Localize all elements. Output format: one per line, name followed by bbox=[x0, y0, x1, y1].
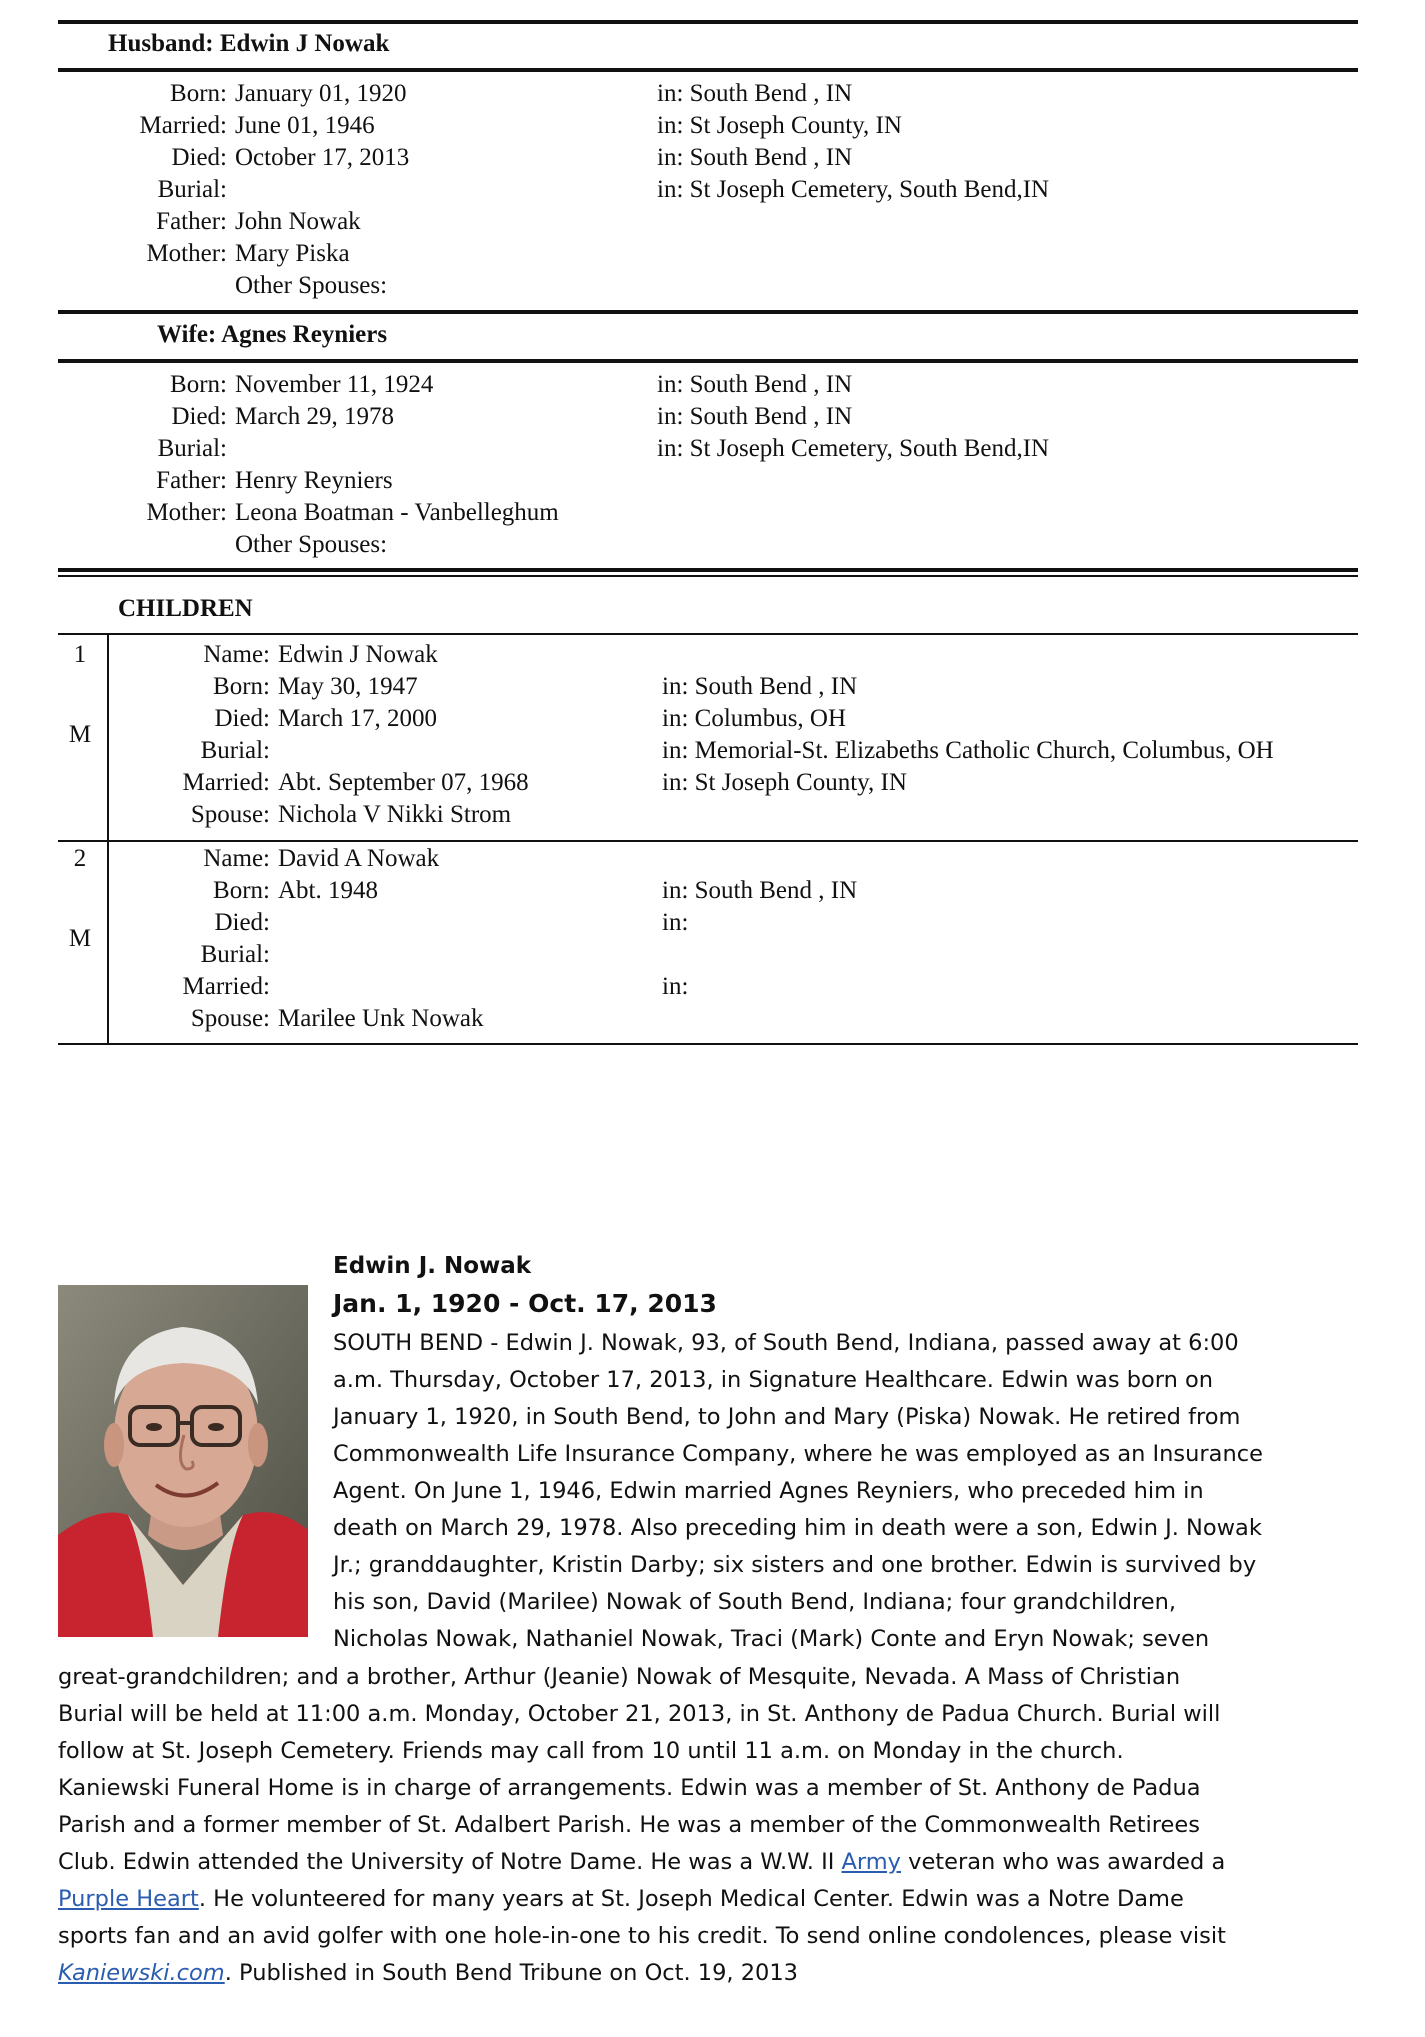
child-2-born-label: Born: bbox=[213, 877, 270, 904]
child-1-died-place: in: Columbus, OH bbox=[662, 705, 847, 732]
obituary-line: Agent. On June 1, 1946, Edwin married Agnes Reyniers, who preceded him in bbox=[333, 1478, 1204, 1504]
child-2-name-label: Name: bbox=[203, 845, 270, 872]
child-2-spouse-value: Marilee Unk Nowak bbox=[278, 1005, 484, 1032]
children-heading: CHILDREN bbox=[118, 595, 253, 622]
obituary-line-kaniewski bbox=[58, 1960, 798, 1986]
husband-other-spouses: Other Spouses: bbox=[235, 272, 388, 299]
wife-born-place: in: South Bend , IN bbox=[657, 371, 853, 398]
wife-father-value: Henry Reyniers bbox=[235, 467, 393, 494]
army-link[interactable]: Army bbox=[841, 1849, 901, 1875]
children-heading-rule bbox=[58, 633, 1358, 635]
husband-died-value: October 17, 2013 bbox=[235, 144, 410, 171]
wife-top-rule bbox=[58, 310, 1358, 314]
child-1-name-value: Edwin J Nowak bbox=[278, 641, 438, 668]
husband-married-place: in: St Joseph County, IN bbox=[657, 112, 902, 139]
wife-rule bbox=[58, 359, 1358, 363]
wife-burial-label: Burial: bbox=[157, 435, 227, 462]
child-2-married-place: in: bbox=[662, 973, 689, 1000]
child-1-married-value: Abt. September 07, 1968 bbox=[278, 769, 529, 796]
husband-heading: Husband: Edwin J Nowak bbox=[108, 30, 390, 57]
child-1-number: 1 bbox=[73, 641, 87, 668]
obituary-dates: Jan. 1, 1920 - Oct. 17, 2013 bbox=[333, 1289, 717, 1318]
child-2-sex: M bbox=[68, 925, 92, 952]
husband-burial-label: Burial: bbox=[157, 176, 227, 203]
child-2-born-value: Abt. 1948 bbox=[278, 877, 378, 904]
wife-born-label: Born: bbox=[170, 371, 227, 398]
child-1-married-place: in: St Joseph County, IN bbox=[662, 769, 907, 796]
husband-mother-label: Mother: bbox=[146, 240, 227, 267]
obituary-text: . He volunteered for many years at St. Joseph Medical Center. Edwin was a Notre Dame bbox=[198, 1886, 1184, 1912]
obituary-line: death on March 29, 1978. Also preceding him in death were a son, Edwin J. Nowak bbox=[333, 1515, 1262, 1541]
obituary-text: . Published in South Bend Tribune on Oct. 19, 2013 bbox=[224, 1960, 798, 1986]
husband-father-value: John Nowak bbox=[235, 208, 361, 235]
wife-born-value: November 11, 1924 bbox=[235, 371, 434, 398]
obituary-line: sports fan and an avid golfer with one hole-in-one to his credit. To send online condolences, please visit bbox=[58, 1923, 1226, 1949]
obituary-text: veteran who was awarded a bbox=[901, 1849, 1226, 1875]
obituary-line: Jr.; granddaughter, Kristin Darby; six sisters and one brother. Edwin is survived by bbox=[333, 1552, 1257, 1578]
obituary-line: follow at St. Joseph Cemetery. Friends may call from 10 until 11 a.m. on Monday in the church. bbox=[58, 1738, 1124, 1764]
child-2-died-place: in: bbox=[662, 909, 689, 936]
kaniewski-link[interactable]: Kaniewski.com bbox=[58, 1960, 225, 1986]
obituary-line: his son, David (Marilee) Nowak of South Bend, Indiana; four grandchildren, bbox=[333, 1589, 1177, 1615]
obituary-line-purple-heart bbox=[58, 1886, 1184, 1912]
child-2-died-label: Died: bbox=[214, 909, 270, 936]
child-1-name-label: Name: bbox=[203, 641, 270, 668]
child-2-burial-label: Burial: bbox=[200, 941, 270, 968]
obituary-line: SOUTH BEND - Edwin J. Nowak, 93, of South Bend, Indiana, passed away at 6:00 bbox=[333, 1330, 1239, 1356]
wife-other-spouses: Other Spouses: bbox=[235, 531, 388, 558]
husband-married-label: Married: bbox=[139, 112, 227, 139]
obituary-line: January 1, 1920, in South Bend, to John and Mary (Piska) Nowak. He retired from bbox=[333, 1404, 1241, 1430]
husband-died-label: Died: bbox=[171, 144, 227, 171]
child-2-number: 2 bbox=[73, 845, 87, 872]
child-1-married-label: Married: bbox=[182, 769, 270, 796]
child-1-spouse-value: Nichola V Nikki Strom bbox=[278, 801, 512, 828]
child-2-married-label: Married: bbox=[182, 973, 270, 1000]
child-1-born-place: in: South Bend , IN bbox=[662, 673, 858, 700]
wife-died-place: in: South Bend , IN bbox=[657, 403, 853, 430]
child-1-spouse-label: Spouse: bbox=[190, 801, 270, 828]
obituary-line: Nicholas Nowak, Nathaniel Nowak, Traci (Mark) Conte and Eryn Nowak; seven bbox=[333, 1626, 1210, 1652]
wife-heading: Wife: Agnes Reyniers bbox=[157, 321, 388, 348]
husband-burial-place: in: St Joseph Cemetery, South Bend,IN bbox=[657, 176, 1050, 203]
children-top-rule-2 bbox=[58, 575, 1358, 577]
obituary-line: Parish and a former member of St. Adalbert Parish. He was a member of the Commonwealth Retirees bbox=[58, 1812, 1200, 1838]
obituary-line: a.m. Thursday, October 17, 2013, in Signature Healthcare. Edwin was born on bbox=[333, 1367, 1214, 1393]
wife-father-label: Father: bbox=[156, 467, 227, 494]
husband-father-label: Father: bbox=[156, 208, 227, 235]
child-1-died-value: March 17, 2000 bbox=[278, 705, 437, 732]
child-1-born-value: May 30, 1947 bbox=[278, 673, 418, 700]
child-divider bbox=[58, 840, 1358, 842]
husband-born-value: January 01, 1920 bbox=[235, 80, 407, 107]
wife-died-value: March 29, 1978 bbox=[235, 403, 394, 430]
husband-born-place: in: South Bend , IN bbox=[657, 80, 853, 107]
purple-heart-link[interactable]: Purple Heart bbox=[58, 1886, 199, 1912]
children-top-rule-1 bbox=[58, 568, 1358, 572]
husband-mother-value: Mary Piska bbox=[235, 240, 350, 267]
top-rule bbox=[58, 20, 1358, 24]
wife-mother-value: Leona Boatman - Vanbelleghum bbox=[235, 499, 559, 526]
husband-died-place: in: South Bend , IN bbox=[657, 144, 853, 171]
obituary-line-army bbox=[58, 1849, 1225, 1875]
child-1-burial-place: in: Memorial-St. Elizabeths Catholic Church, Columbus, OH bbox=[662, 737, 1274, 764]
obituary-line: Burial will be held at 11:00 a.m. Monday, October 21, 2013, in St. Anthony de Padua Church. Burial will bbox=[58, 1701, 1221, 1727]
obituary-line: Commonwealth Life Insurance Company, where he was employed as an Insurance bbox=[333, 1441, 1263, 1467]
child-2-spouse-label: Spouse: bbox=[190, 1005, 270, 1032]
husband-married-value: June 01, 1946 bbox=[235, 112, 375, 139]
child-1-born-label: Born: bbox=[213, 673, 270, 700]
obituary-line: great-grandchildren; and a brother, Arthur (Jeanie) Nowak of Mesquite, Nevada. A Mass of Christian bbox=[58, 1664, 1181, 1690]
husband-rule bbox=[58, 68, 1358, 72]
child-1-died-label: Died: bbox=[214, 705, 270, 732]
child-2-name-value: David A Nowak bbox=[278, 845, 440, 872]
child-1-sex: M bbox=[68, 721, 92, 748]
portrait-illustration bbox=[58, 1285, 308, 1637]
child-1-burial-label: Burial: bbox=[200, 737, 270, 764]
husband-born-label: Born: bbox=[170, 80, 227, 107]
wife-burial-place: in: St Joseph Cemetery, South Bend,IN bbox=[657, 435, 1050, 462]
obituary-name: Edwin J. Nowak bbox=[333, 1253, 532, 1279]
wife-mother-label: Mother: bbox=[146, 499, 227, 526]
portrait-photo bbox=[58, 1285, 308, 1637]
children-bottom-rule bbox=[58, 1043, 1358, 1045]
obituary-text: Club. Edwin attended the University of Notre Dame. He was a W.W. II bbox=[58, 1849, 842, 1875]
obituary-line: Kaniewski Funeral Home is in charge of arrangements. Edwin was a member of St. Anthony de Padua bbox=[58, 1775, 1201, 1801]
child-2-born-place: in: South Bend , IN bbox=[662, 877, 858, 904]
wife-died-label: Died: bbox=[171, 403, 227, 430]
